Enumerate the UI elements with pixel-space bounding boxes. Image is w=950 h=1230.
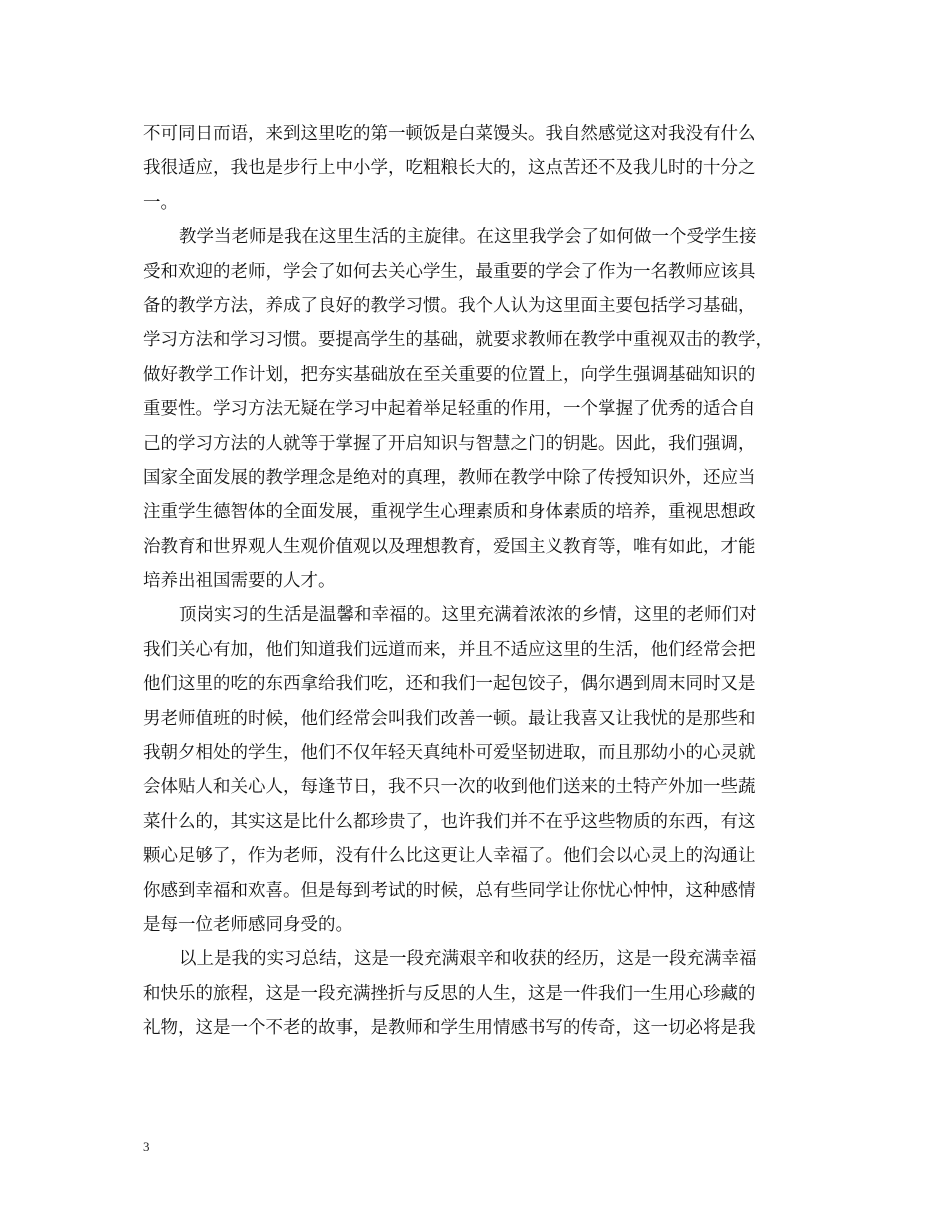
text-line: 重要性。学习方法无疑在学习中起着举足轻重的作用，一个掌握了优秀的适合自 [143,399,756,420]
text-line: 备的教学方法，养成了良好的教学习惯。我个人认为这里面主要包括学习基础， [143,295,756,316]
text-line: 顶岗实习的生活是温馨和幸福的。这里充满着浓浓的乡情，这里的老师们对 [179,605,757,626]
page-number: 3 [143,1139,150,1154]
text-line: 做好教学工作计划，把夯实基础放在至关重要的位置上，向学生强调基础知识的 [143,364,756,385]
text-line: 国家全面发展的教学理念是绝对的真理，教师在教学中除了传授知识外，还应当 [143,467,756,488]
paragraph [143,942,807,1045]
text-line: 一。 [143,192,178,213]
text-line: 礼物，这是一个不老的故事，是教师和学生用情感书写的传奇，这一切必将是我 [143,1018,756,1039]
text-line: 教学当老师是我在这里生活的主旋律。在这里我学会了如何做一个受学生接 [179,227,757,248]
text-line: 男老师值班的时候，他们经常会叫我们改善一顿。最让我喜又让我忧的是那些和 [143,708,756,729]
text-line: 不可同日而语，来到这里吃的第一顿饭是白菜馒头。我自然感觉这对我没有什么 [143,124,756,144]
document-body [143,117,807,1046]
text-line: 你感到幸福和欢喜。但是每到考试的时候，总有些同学让你忧心忡忡，这种感情 [143,880,756,901]
paragraph [143,598,807,942]
text-line: 会体贴人和关心人，每逢节日，我不只一次的收到他们送来的土特产外加一些蔬 [143,777,756,798]
text-line: 他们这里的吃的东西拿给我们吃，还和我们一起包饺子，偶尔遇到周末同时又是 [143,674,756,695]
text-line: 己的学习方法的人就等于掌握了开启知识与智慧之门的钥匙。因此，我们强调， [143,433,756,454]
text-line: 菜什么的，其实这是比什么都珍贵了，也许我们并不在乎这些物质的东西，有这 [143,811,756,832]
text-line: 注重学生德智体的全面发展，重视学生心理素质和身体素质的培养，重视思想政 [143,502,756,523]
text-line: 受和欢迎的老师，学会了如何去关心学生，最重要的学会了作为一名教师应该具 [143,261,756,282]
text-line: 培养出祖国需要的人才。 [143,571,336,592]
text-line: 颗心足够了，作为老师，没有什么比这更让人幸福了。他们会以心灵上的沟通让 [143,846,756,867]
text-line: 和快乐的旅程，这是一段充满挫折与反思的人生，这是一件我们一生用心珍藏的 [143,983,756,1004]
text-line: 我们关心有加，他们知道我们远道而来，并且不适应这里的生活，他们经常会把 [143,639,756,660]
paragraph [143,117,807,220]
paragraph [143,220,807,598]
text-line: 我朝夕相处的学生，他们不仅年轻天真纯朴可爱坚韧进取，而且那幼小的心灵就 [143,743,756,764]
text-line: 是每一位老师感同身受的。 [143,914,353,935]
text-line: 我很适应，我也是步行上中小学，吃粗粮长大的，这点苦还不及我儿时的十分之 [143,158,756,179]
text-line: 治教育和世界观人生观价值观以及理想教育，爱国主义教育等，唯有如此，才能 [143,536,756,557]
text-line: 以上是我的实习总结，这是一段充满艰辛和收获的经历，这是一段充满幸福 [179,949,757,970]
text-line: 学习方法和学习习惯。要提高学生的基础，就要求教师在教学中重视双击的教学， [143,330,773,351]
